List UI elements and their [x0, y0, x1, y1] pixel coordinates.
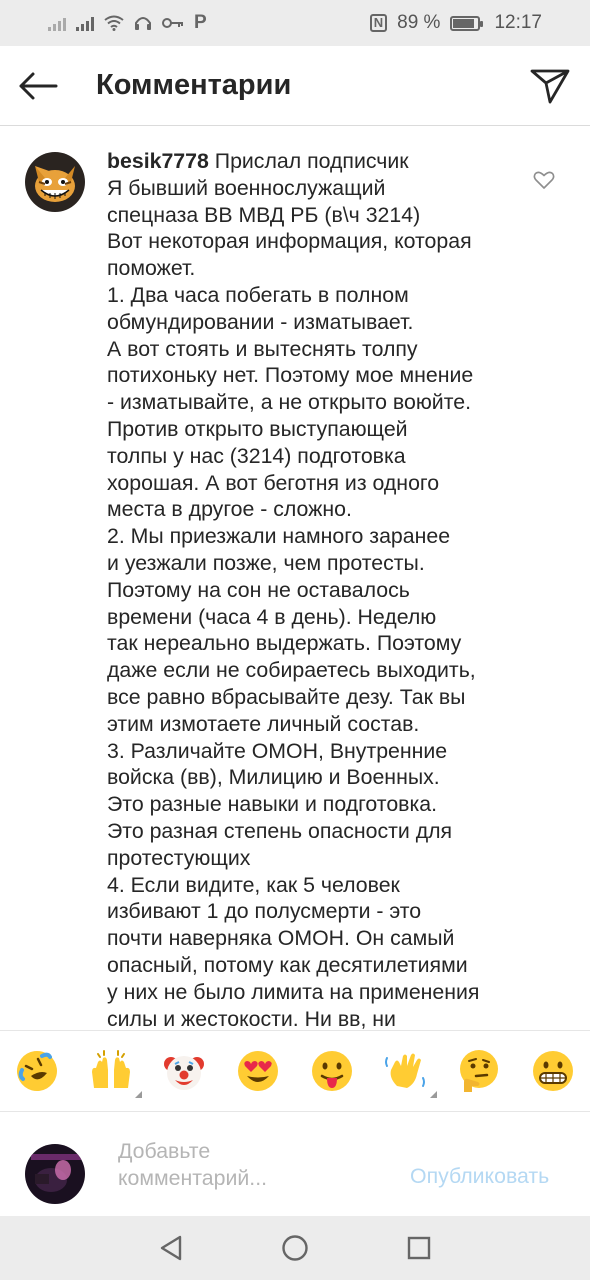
system-nav-bar — [0, 1216, 590, 1280]
emoji-clown[interactable] — [161, 1048, 207, 1094]
triangle-back-icon — [158, 1234, 184, 1262]
emoji-raising-hands[interactable] — [88, 1048, 134, 1094]
status-right — [370, 12, 542, 34]
battery-icon — [450, 16, 480, 31]
comment-body — [107, 148, 517, 1030]
wifi-icon — [104, 15, 124, 31]
square-recents-icon — [406, 1235, 432, 1261]
variants-indicator — [430, 1091, 437, 1098]
direct-send-button[interactable] — [510, 46, 590, 126]
status-bar — [0, 0, 590, 46]
sim-icon — [48, 15, 66, 31]
comment-input-row — [0, 1112, 590, 1216]
comment-username[interactable]: besik7778 — [107, 149, 209, 173]
comment-input[interactable]: Добавьте комментарий... — [118, 1139, 268, 1190]
clown-emoji-icon — [161, 1048, 207, 1094]
waving-hand-emoji-icon — [383, 1048, 429, 1094]
like-button[interactable] — [532, 168, 556, 192]
signal-icon — [76, 15, 94, 31]
emoji-rolling-laughing[interactable] — [14, 1048, 60, 1094]
comment — [0, 148, 590, 1030]
raising-hands-emoji-icon — [88, 1048, 134, 1094]
variants-indicator — [135, 1091, 142, 1098]
publish-button[interactable]: Опубликовать — [410, 1164, 550, 1188]
back-arrow-icon — [18, 71, 58, 101]
parking-icon: P — [194, 12, 207, 33]
heart-eyes-emoji-icon — [235, 1048, 281, 1094]
heart-icon — [532, 168, 556, 192]
status-left — [48, 12, 207, 34]
battery-percent: 89 % — [397, 12, 441, 33]
current-user-avatar[interactable] — [25, 1144, 85, 1204]
circle-home-icon — [281, 1234, 309, 1262]
paper-plane-icon — [530, 68, 570, 104]
tongue-out-emoji-icon — [309, 1048, 355, 1094]
emoji-waving-hand[interactable] — [383, 1048, 429, 1094]
headphones-icon — [134, 15, 152, 31]
emoji-bar — [0, 1030, 590, 1112]
key-icon — [162, 16, 184, 30]
avatar[interactable] — [25, 152, 85, 212]
back-button[interactable] — [0, 46, 78, 126]
battery-fill — [453, 19, 474, 28]
cat-avatar-image — [25, 152, 85, 212]
thinking-emoji-icon — [456, 1048, 502, 1094]
header — [0, 46, 590, 126]
emoji-thinking[interactable] — [456, 1048, 502, 1094]
emoji-grinning[interactable] — [530, 1048, 576, 1094]
nav-home-button[interactable] — [280, 1233, 310, 1263]
comment-text: Прислал подписчик Я бывший военнослужащий спецназа ВВ МВД РБ (в\ч 3214) Вот некоторая информация, которая поможет. 1. Два часа побегать в полном обмундировании - изматывает. А вот стоять и вытеснять толпу потихоньку нет. Поэтому мое мнение - изматывайте, а не открыто воюйте. Против открыто выступающей толпы у нас (3214) подготовка хорошая. А вот беготня из одного места в другое - сложно. 2. Мы приезжали намного заранее и уезжали позже, чем протесты. Поэтому на сон не оставалось времени (часа 4 в день). Неделю так нереально выдержать. Поэтому даже если не собираетесь выходить, все равно вбрасывайте дезу. Так вы этим измотаете личный состав. 3. Различайте ОМОН, Внутренние войска (вв), Милицию и Военных. Это разные навыки и подготовка. Это разная степень опасности для протестующих 4. Если видите, как 5 человек избивают 1 до полусмерти - это почти наверняка ОМОН. Он самый опасный, потому как десятилетиями у них не было лимита на применения силы и жестокости. Ни вв, ни — [107, 149, 480, 1030]
user-avatar-image — [25, 1144, 85, 1204]
clock: 12:17 — [494, 12, 542, 33]
rolling-laughing-emoji-icon — [14, 1048, 60, 1094]
emoji-heart-eyes[interactable] — [235, 1048, 281, 1094]
grinning-emoji-icon — [530, 1048, 576, 1094]
nfc-icon: N — [370, 14, 387, 32]
nav-back-button[interactable] — [156, 1233, 186, 1263]
page-title: Комментарии — [96, 69, 292, 101]
nav-recents-button[interactable] — [404, 1233, 434, 1263]
emoji-tongue-out[interactable] — [309, 1048, 355, 1094]
